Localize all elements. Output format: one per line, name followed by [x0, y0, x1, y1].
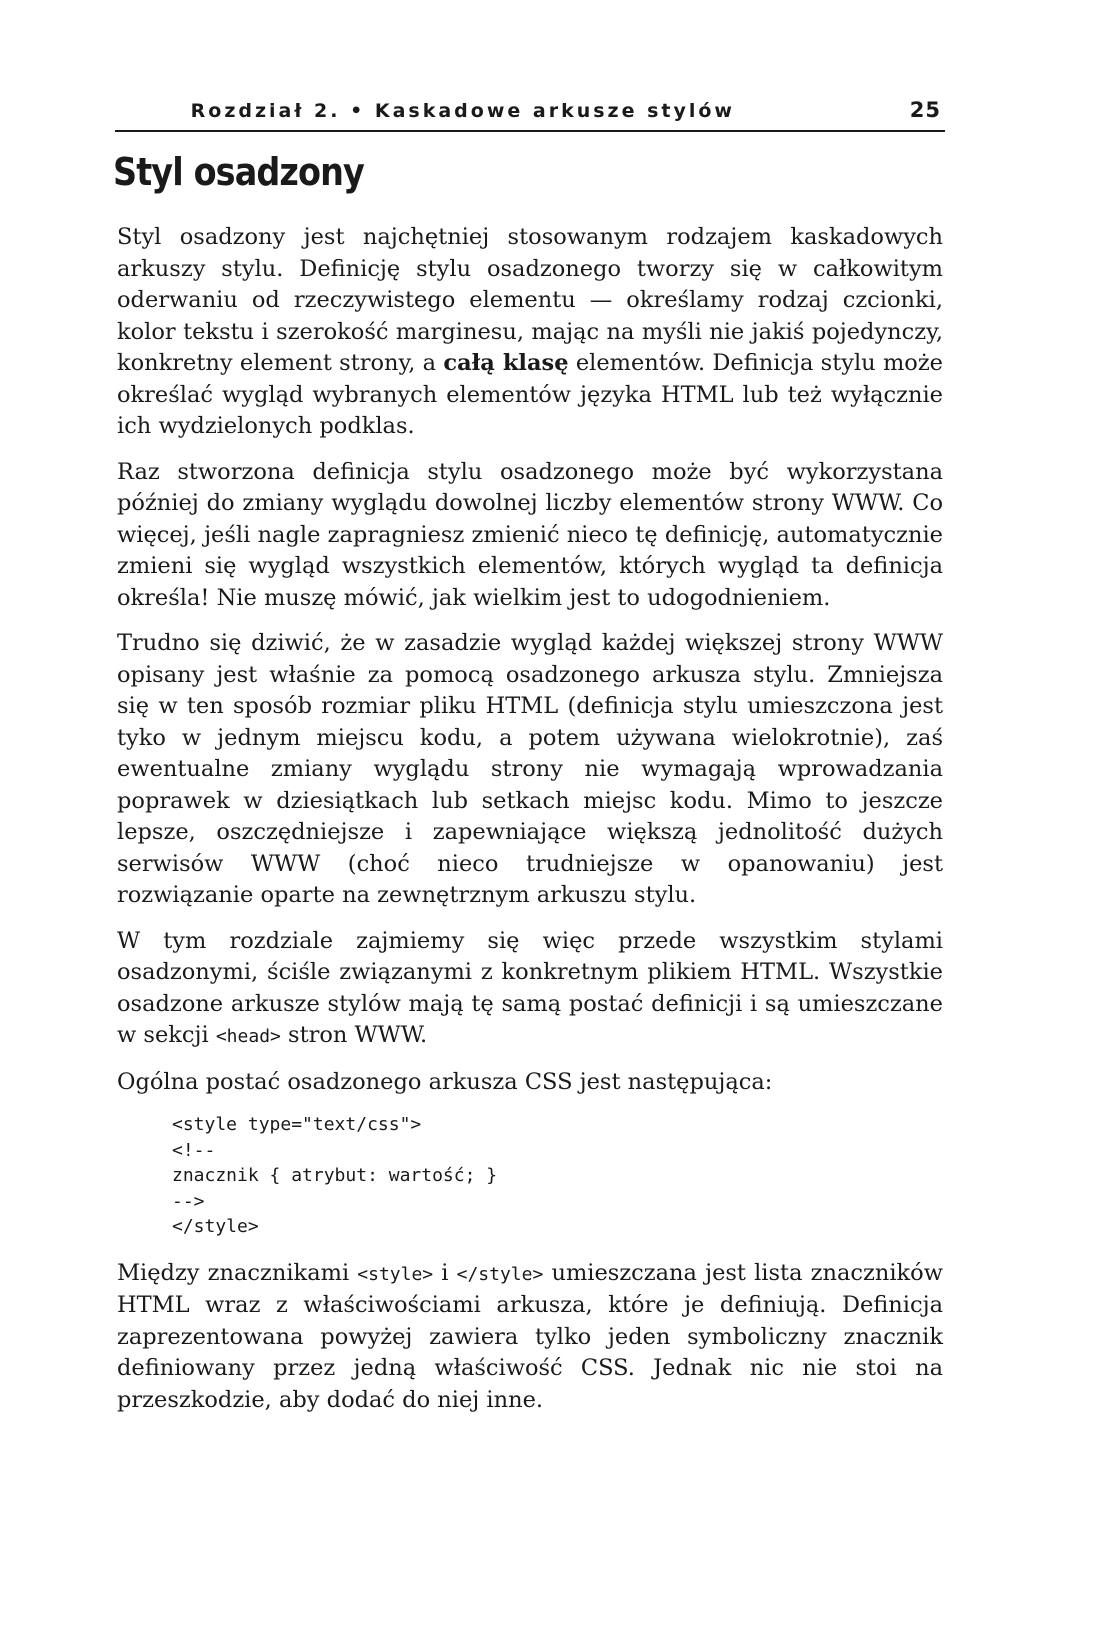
paragraph-5: Ogólna postać osadzonego arkusza CSS jest następująca:	[117, 1068, 773, 1095]
body-text	[117, 222, 943, 1430]
paragraph-6-text-a: Między znacznikami	[117, 1259, 358, 1286]
chapter-running-head: Rozdział 2. • Kaskadowe arkusze stylów	[190, 100, 735, 122]
paragraph-6	[117, 1258, 943, 1417]
code-line: <style type="text/css">	[172, 1114, 422, 1135]
paragraph-4-text-b: stron WWW.	[280, 1022, 428, 1048]
code-line: znacznik { atrybut: wartość; }	[172, 1165, 498, 1186]
paragraph-1-text-a: Styl osadzony jest najchętniej stosowanym rodzajem kaskadowych arkuszy stylu. Definicję stylu osadzonego tworzy się w całkowitym oderwaniu od rzeczywistego elementu — określamy rodzaj czcionki, kolor tekstu i szerokość marginesu, mając na myśli nie jakiś pojedynczy, konkretny element strony, a	[117, 224, 943, 376]
paragraph-6-text-b: umieszczana jest lista znaczników HTML wraz z właściwościami arkusza, które je definiują. Definicja zaprezentowana powyżej zawiera tylko jeden symboliczny znacznik definiowany przez jedną właściwość CSS. Jednak nic nie stoi na przeszkodzie, aby dodać do niej inne.	[117, 1259, 943, 1413]
inline-code-head: <head>	[215, 1026, 281, 1047]
code-block	[172, 1112, 943, 1240]
code-line: -->	[172, 1190, 205, 1212]
paragraph-4-text-a: W tym rozdziale zajmiemy się więc przede wszystkim stylami osadzonymi, ściśle związanymi z konkretnym plikiem HTML. Wszystkie osadzone arkusze stylów mają tę samą postać definicji i są umieszczane w sekcji	[117, 927, 943, 1048]
paragraph-1-text-b: elementów. Definicja stylu może określać wygląd wybranych elementów języka HTML lub też wyłącznie ich wydzielonych podklas.	[117, 350, 943, 439]
inline-code-style-close: </style>	[456, 1263, 544, 1285]
paragraph-3: Trudno się dziwić, że w zasadzie wygląd każdej większej strony WWW opisany jest właśnie za pomocą osadzonego arkusza stylu. Zmniejsza się w ten sposób rozmiar pliku HTML (definicja stylu umieszczona jest tyko w jednym miejscu kodu, a potem używana wielokrotnie), zaś ewentualne zmiany wyglądu strony nie wymagają wprowadzania poprawek w dziesiątkach lub setkach miejsc kodu. Mimo to jeszcze lepsze, oszczędniejsze i zapewniające większą jednolitość dużych serwisów WWW (choć nieco trudniejsze w opanowaniu) jest rozwiązanie oparte na zewnętrznym arkuszu stylu.	[117, 630, 943, 908]
paragraph-1	[117, 222, 943, 443]
code-line: </style>	[172, 1216, 259, 1237]
paragraph-1-bold: całą klasę	[443, 350, 569, 376]
running-header	[115, 96, 945, 132]
paragraph-2: Raz stworzona definicja stylu osadzonego może być wykorzystana później do zmiany wyglądu dowolnej liczby elementów strony WWW. Co więcej, jeśli nagle zapragniesz zmienić nieco tę definicję, automatycznie zmieni się wygląd wszystkich elementów, których wygląd ta definicja określa! Nie muszę mówić, jak wielkim jest to udogodnieniem.	[117, 458, 943, 611]
paragraph-4	[117, 926, 943, 1053]
inline-code-style-open: <style>	[357, 1263, 434, 1285]
code-line: <!--	[172, 1139, 216, 1161]
page-number: 25	[909, 98, 941, 122]
section-title: Styl osadzony	[113, 150, 364, 194]
paragraph-6-text-mid: i	[433, 1259, 457, 1286]
